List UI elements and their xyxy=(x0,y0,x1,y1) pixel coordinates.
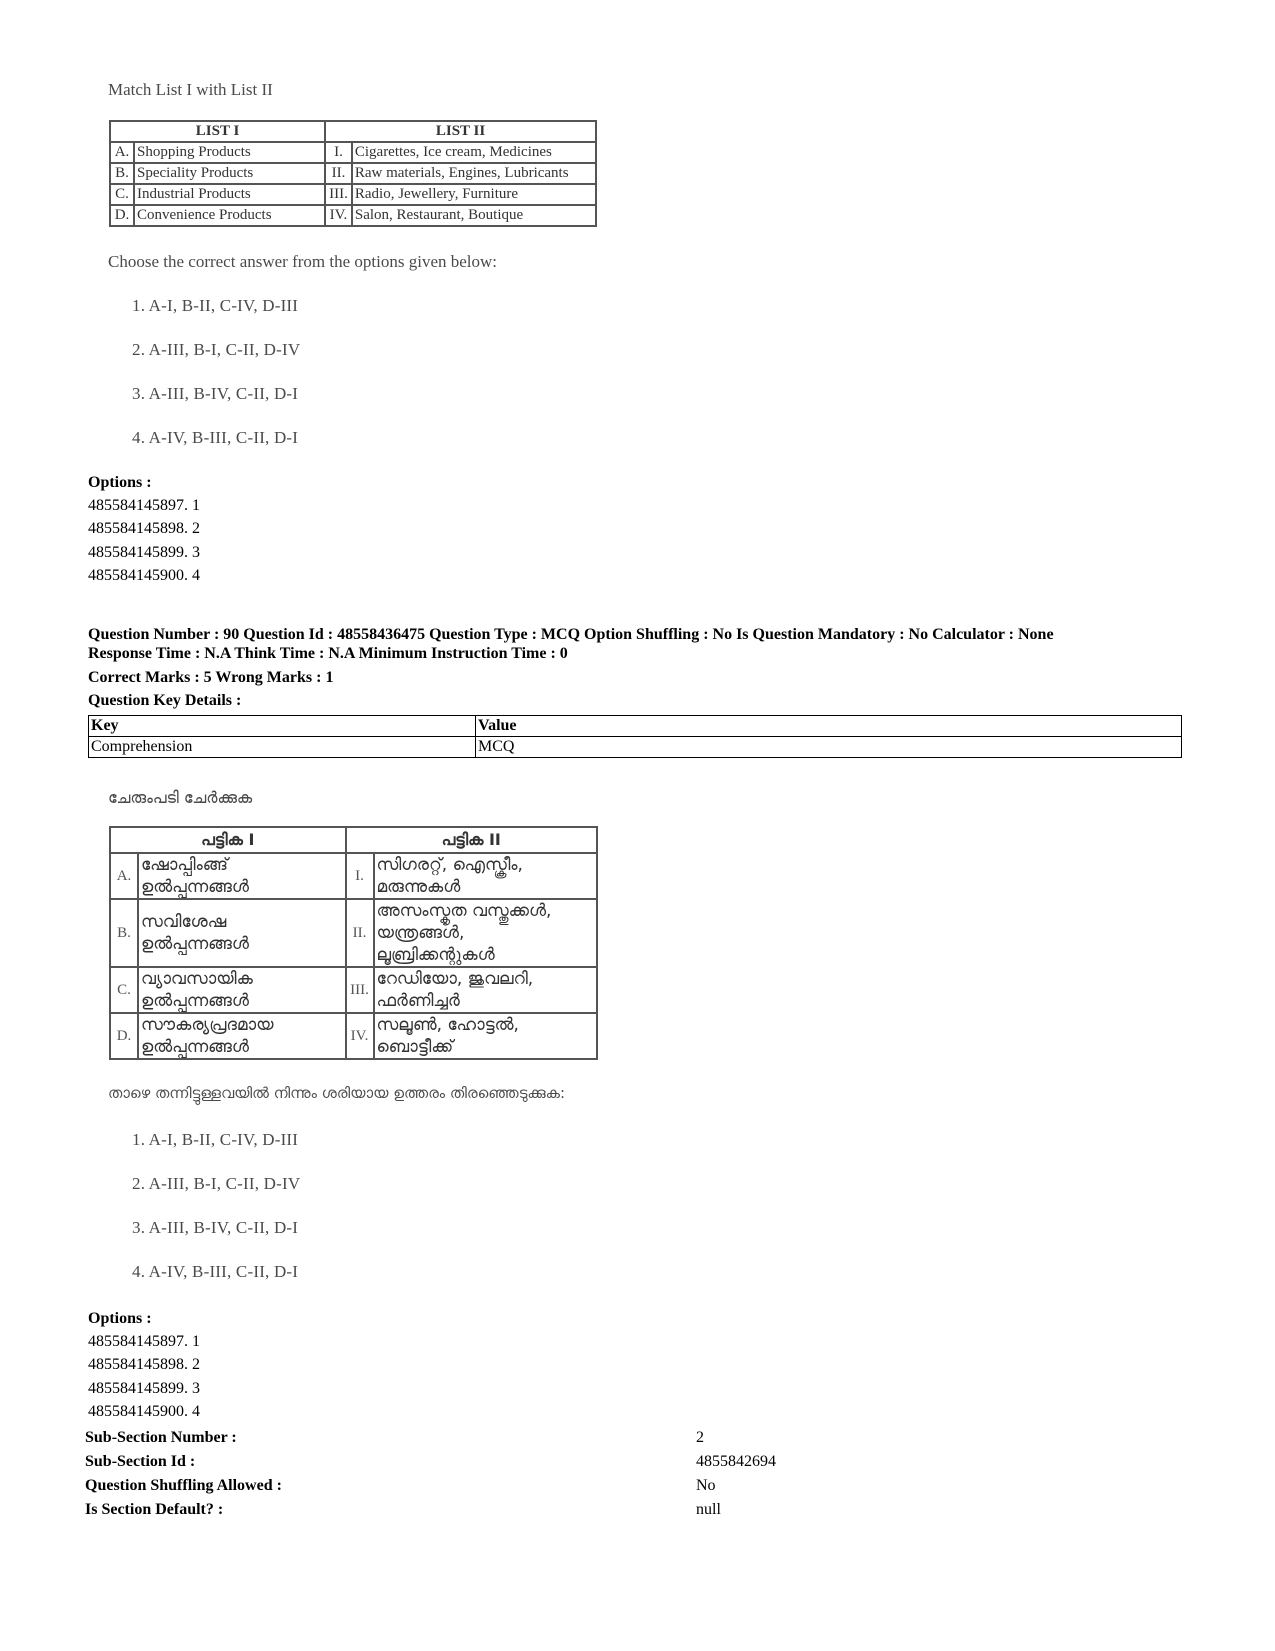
section-default-value: null xyxy=(696,1501,721,1518)
q89-option-item: 485584145900. 4 xyxy=(88,567,200,584)
q90-row-d-list2-line: സലൂൺ, ഹോട്ടൽ, xyxy=(376,1015,519,1035)
q89-row-a-roman: I. xyxy=(325,142,352,163)
q90-row-c-list2 xyxy=(374,967,598,1013)
q90-option-item: 485584145899. 3 xyxy=(88,1380,200,1397)
q89-option-item: 485584145898. 2 xyxy=(88,520,200,537)
q90-row-d-list1-line: സൗകര്യപ്രദമായ xyxy=(141,1015,274,1035)
q89-image-title: Match List I with List II xyxy=(108,80,273,99)
value-cell: MCQ xyxy=(476,737,1182,758)
q90-row-b-roman: II. xyxy=(346,899,374,967)
q89-match-row xyxy=(110,163,596,184)
q90-list2-header: പട്ടിക II xyxy=(346,827,598,853)
q90-row-a-roman: I. xyxy=(346,853,374,899)
q89-list2-header: LIST II xyxy=(325,121,596,142)
q89-match-row xyxy=(110,184,596,205)
q89-match-row xyxy=(110,205,596,226)
q90-image-choice: 1. A-I, B-II, C-IV, D-III xyxy=(132,1130,299,1149)
subsection-number-label: Sub-Section Number : xyxy=(85,1429,237,1446)
key-cell: Comprehension xyxy=(89,737,476,758)
q90-row-d-list1 xyxy=(138,1013,346,1059)
q89-row-b-list2: Raw materials, Engines, Lubricants xyxy=(352,163,596,184)
q90-row-a-list1 xyxy=(138,853,346,899)
q90-image-choice: 3. A-III, B-IV, C-II, D-I xyxy=(132,1218,299,1237)
q90-image-choice: 4. A-IV, B-III, C-II, D-I xyxy=(132,1262,299,1281)
q89-row-a-letter: A. xyxy=(110,142,134,163)
q89-row-c-list2: Radio, Jewellery, Furniture xyxy=(352,184,596,205)
q89-image-choice: 4. A-IV, B-III, C-II, D-I xyxy=(132,428,299,447)
q90-match-row xyxy=(110,967,597,1013)
q89-row-c-letter: C. xyxy=(110,184,134,205)
q89-image-choice: 3. A-III, B-IV, C-II, D-I xyxy=(132,384,299,403)
q90-row-c-list1-line: വ്യാവസായിക xyxy=(141,969,253,989)
q90-option-item: 485584145900. 4 xyxy=(88,1403,200,1420)
subsection-number-value: 2 xyxy=(696,1429,704,1446)
q90-row-b-list2-line: അസംസ്കൃത വസ്തുക്കൾ, xyxy=(376,901,552,921)
subsection-id-label: Sub-Section Id : xyxy=(85,1453,196,1470)
q90-row-a-list2-line: സിഗരറ്റ്, ഐസ്ക്രീം, xyxy=(376,855,523,875)
q90-row-b-list2-line: ലൂബ്രിക്കന്റുകൾ xyxy=(376,945,495,965)
q90-meta-line2: Response Time : N.A Think Time : N.A Minimum Instruction Time : 0 xyxy=(88,645,568,662)
q90-row-c-letter: C. xyxy=(110,967,138,1013)
q90-row-b-list1-line: ഉൽപ്പന്നങ്ങൾ xyxy=(141,934,249,954)
q90-row-c-list2-line: റേഡിയോ, ജുവലറി, xyxy=(376,969,534,989)
q90-match-row xyxy=(110,899,597,967)
q90-row-a-list2-line: മരുന്നുകൾ xyxy=(376,877,461,897)
q90-image-title: ചേരുംപടി ചേർക്കുക xyxy=(108,788,253,807)
q89-row-c-list1: Industrial Products xyxy=(134,184,325,205)
q90-row-b-list1-line: സവിശേഷ xyxy=(141,912,227,932)
q89-match-row xyxy=(110,142,596,163)
q90-list1-header: പട്ടിക I xyxy=(110,827,346,853)
q89-row-b-letter: B. xyxy=(110,163,134,184)
q90-row-b-letter: B. xyxy=(110,899,138,967)
q90-image-instruction: താഴെ തന്നിട്ടുള്ളവയിൽ നിന്നും ശരിയായ ഉത്തരം തിരഞ്ഞെടുക്കുക: xyxy=(108,1084,566,1102)
q90-match-row xyxy=(110,853,597,899)
q90-row-a-list1-line: ഉൽപ്പന്നങ്ങൾ xyxy=(141,877,249,897)
subsection-id-value: 4855842694 xyxy=(696,1453,776,1470)
q89-list1-header: LIST I xyxy=(110,121,325,142)
q90-meta-line1: Question Number : 90 Question Id : 48558436475 Question Type : MCQ Option Shuffling : No Is Question Mandatory : No Calculator : None xyxy=(88,626,1054,643)
q90-options-label: Options : xyxy=(88,1310,152,1327)
q90-row-d-list2-line: ബൊട്ടീക്ക് xyxy=(376,1037,454,1057)
q89-row-d-roman: IV. xyxy=(325,205,352,226)
q90-row-b-list2 xyxy=(374,899,598,967)
q89-row-d-list2: Salon, Restaurant, Boutique xyxy=(352,205,596,226)
q90-match-header-row xyxy=(110,827,597,853)
q89-image-instruction: Choose the correct answer from the options given below: xyxy=(108,252,498,271)
q90-option-item: 485584145897. 1 xyxy=(88,1333,200,1350)
q90-row-a-letter: A. xyxy=(110,853,138,899)
q89-row-a-list2: Cigarettes, Ice cream, Medicines xyxy=(352,142,596,163)
question-shuffling-label: Question Shuffling Allowed : xyxy=(85,1477,282,1494)
q89-option-item: 485584145897. 1 xyxy=(88,497,200,514)
q90-option-item: 485584145898. 2 xyxy=(88,1356,200,1373)
q90-row-d-roman: IV. xyxy=(346,1013,374,1059)
q90-row-d-list1-line: ഉൽപ്പന്നങ്ങൾ xyxy=(141,1037,249,1057)
q89-match-table xyxy=(109,120,597,227)
q90-row-c-list1-line: ഉൽപ്പന്നങ്ങൾ xyxy=(141,991,249,1011)
question-shuffling-value: No xyxy=(696,1477,716,1494)
q90-key-table xyxy=(88,715,1182,758)
q89-row-a-list1: Shopping Products xyxy=(134,142,325,163)
q90-row-d-list2 xyxy=(374,1013,598,1059)
section-default-label: Is Section Default? : xyxy=(85,1501,224,1518)
key-header: Key xyxy=(89,716,476,737)
q90-row-a-list1-line: ഷോപ്പിംങ്ങ് xyxy=(141,855,228,875)
q89-row-c-roman: III. xyxy=(325,184,352,205)
q90-match-row xyxy=(110,1013,597,1059)
q90-row-c-list1 xyxy=(138,967,346,1013)
q90-image-choice: 2. A-III, B-I, C-II, D-IV xyxy=(132,1174,301,1193)
q90-row-a-list2 xyxy=(374,853,598,899)
q90-key-table-row xyxy=(89,737,1182,758)
q89-row-b-roman: II. xyxy=(325,163,352,184)
q90-row-d-letter: D. xyxy=(110,1013,138,1059)
q89-row-d-letter: D. xyxy=(110,205,134,226)
q89-row-b-list1: Speciality Products xyxy=(134,163,325,184)
value-header: Value xyxy=(476,716,1182,737)
q90-row-c-roman: III. xyxy=(346,967,374,1013)
q90-row-b-list1 xyxy=(138,899,346,967)
q90-key-table-header xyxy=(89,716,1182,737)
q89-match-header-row xyxy=(110,121,596,142)
q89-image-choice: 2. A-III, B-I, C-II, D-IV xyxy=(132,340,301,359)
q89-row-d-list1: Convenience Products xyxy=(134,205,325,226)
q89-options-label: Options : xyxy=(88,474,152,491)
q90-marks: Correct Marks : 5 Wrong Marks : 1 xyxy=(88,669,334,686)
q90-match-table xyxy=(109,826,598,1060)
q90-key-details-label: Question Key Details : xyxy=(88,692,242,709)
q89-option-item: 485584145899. 3 xyxy=(88,544,200,561)
q90-row-b-list2-line: യന്ത്രങ്ങൾ, xyxy=(376,923,465,943)
q89-image-choice: 1. A-I, B-II, C-IV, D-III xyxy=(132,296,299,315)
q90-row-c-list2-line: ഫർണിച്ചർ xyxy=(376,991,460,1011)
